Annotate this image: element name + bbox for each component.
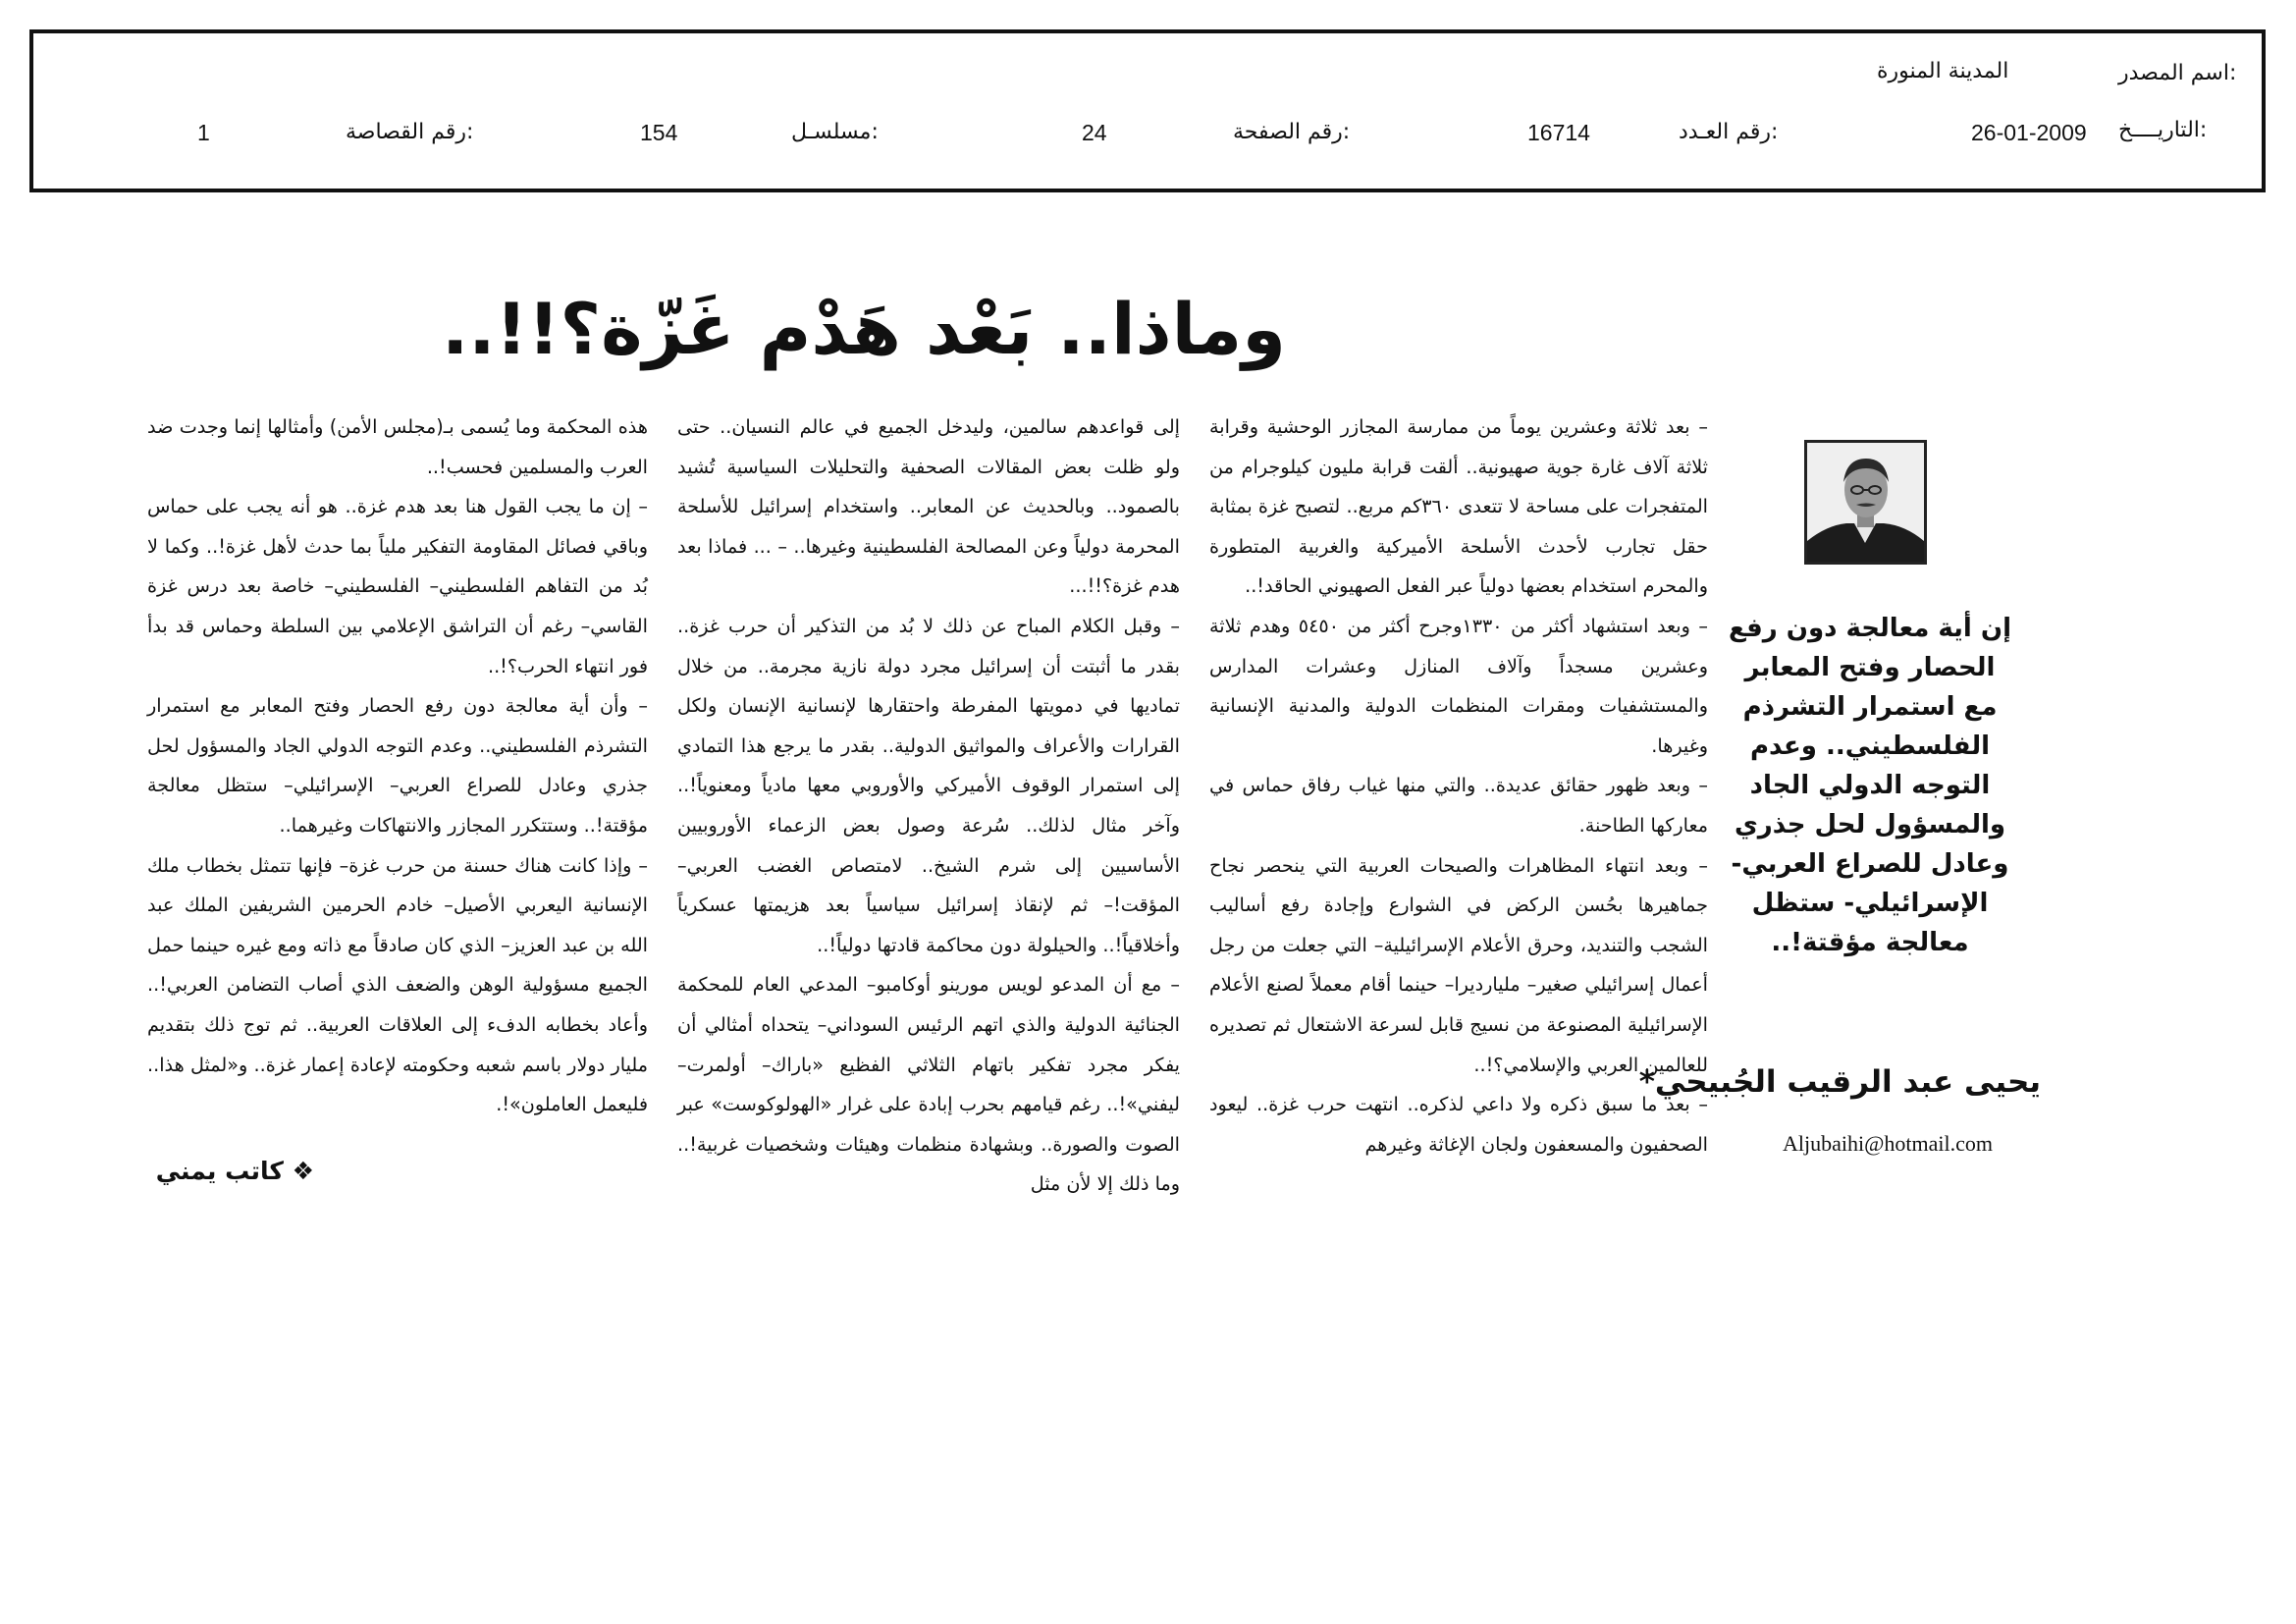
paragraph: إلى قواعدهم سالمين، وليدخل الجميع في عالم النسيان.. حتى ولو ظلت بعض المقالات الصحفية والتحليلات السياسية تُشيد بالصمود.. وبالحديث عن المعابر.. واستخدام إسرائيل للأسلحة المحرمة دولياً وعن المصالحة الفلسطينية وغيرها.. – ... فماذا بعد هدم غزة؟!!... xyxy=(677,415,1180,598)
issue-value: 16714 xyxy=(1527,120,1590,145)
author-photo xyxy=(1804,440,1927,565)
paragraph: – بعد ما سبق ذكره ولا داعي لذكره.. انتهت حرب غزة.. ليعود الصحفيون والمسعفون ولجان الإغاثة وغيرهم xyxy=(1209,1093,1708,1156)
paragraph: هذه المحكمة وما يُسمى بـ(مجلس الأمن) وأمثالها إنما وجدت ضد العرب والمسلمين فحسب!.. xyxy=(147,415,648,478)
paragraph: – وبعد استشهاد أكثر من ١٣٣٠وجرح أكثر من ٥٤٥٠ وهدم ثلاثة وعشرين مسجداً وآلاف المنازل وعشرات المدارس والمستشفيات ومقرات المنظمات الدولية والمدنية الإنسانية وغيرها. xyxy=(1209,614,1708,757)
serial-label: مسلسـل: xyxy=(791,120,879,144)
date-label: التاريــــخ: xyxy=(2118,118,2208,142)
portrait-image xyxy=(1807,443,1924,562)
paragraph: – وأن أية معالجة دون رفع الحصار وفتح المعابر مع استمرار التشرذم الفلسطيني.. وعدم التوجه الدولي الجاد والمسؤول لحل جذري وعادل للصراع العربي– الإسرائيلي– ستظل معالجة مؤقتة!.. وستتكرر المجازر والانتهاكات وغيرهما.. xyxy=(147,694,648,837)
paragraph: – بعد ثلاثة وعشرين يوماً من ممارسة المجازر الوحشية وقرابة ثلاثة آلاف غارة جوية صهيونية.. ألقت قرابة مليون كيلوجرام من المتفجرات على مساحة لا تتعدى ٣٦٠كم مربع.. لتصبح غزة بمثابة حقل تجارب لأحدث الأسلحة الأميركية والغربية المتطورة والمحرم استخدام بعضها دولياً عبر الفعل الصهيوني الحاقد!.. xyxy=(1209,415,1708,598)
writer-signature: ❖ كاتب يمني xyxy=(155,1157,314,1185)
article-column-right xyxy=(1209,407,1708,1164)
issue-label: رقم العـدد: xyxy=(1679,120,1779,144)
serial-value: 154 xyxy=(640,120,678,145)
source-value: المدينة المنورة xyxy=(1877,59,2009,83)
source-label: اسم المصدر: xyxy=(2118,61,2237,85)
page-label: رقم الصفحة: xyxy=(1233,120,1351,144)
clip-label: رقم القصاصة: xyxy=(346,120,474,144)
article-title: وماذا.. بَعْد هَدْم غَزّة؟!!.. xyxy=(441,288,1286,370)
document-header-box xyxy=(29,29,2266,192)
clip-value: 1 xyxy=(197,120,210,145)
author-email: Aljubaihi@hotmail.com xyxy=(1783,1131,1993,1156)
paragraph: – وقبل الكلام المباح عن ذلك لا بُد من التذكير أن حرب غزة.. بقدر ما أثبتت أن إسرائيل مجرد دولة نازية مجرمة.. من خلال تماديها في دمويتها المفرطة واحتقارها لإنسانية الإنسان ولكل القرارات والأعراف والمواثيق الدولية.. بقدر ما يرجع هذا التمادي إلى استمرار الوقوف الأميركي والأوروبي معها مادياً ومعنوياً!.. وآخر مثال لذلك.. سُرعة وصول بعض الزعماء الأوروبيين الأساسيين إلى شرم الشيخ.. لامتصاص الغضب العربي– المؤقت!– ثم لإنقاذ إسرائيل سياسياً بعد هزيمتها عسكرياً وأخلاقياً!.. والحيلولة دون محاكمة قادتها دولياً!.. xyxy=(677,614,1180,956)
page-value: 24 xyxy=(1082,120,1107,145)
paragraph: – وإذا كانت هناك حسنة من حرب غزة– فإنها تتمثل بخطاب ملك الإنسانية اليعربي الأصيل– خادم الحرمين الشريفين الملك عبد الله بن عبد العزيز– الذي كان صادقاً مع ذاته ومع غيره حينما حمل الجميع مسؤولية الوهن والضعف الذي أصاب التضامن العربي!.. وأعاد بخطابه الدفء إلى العلاقات العربية.. ثم توج ذلك بتقديم مليار دولار باسم شعبه وحكومته لإعادة إعمار غزة.. و«لمثل هذا.. فليعمل العاملون»!. xyxy=(147,853,648,1116)
paragraph: – وبعد انتهاء المظاهرات والصيحات العربية التي ينحصر نجاح جماهيرها بحُسن الركض في الشوارع وإجادة رفع أساليب الشجب والتنديد، وحرق الأعلام الإسرائيلية– التي جعلت من رجل أعمال إسرائيلي صغير– مليارديرا– حينما أقام معملاً لصنع الأعلام الإسرائيلية المصنوعة من نسيج قابل لسرعة الاشتعال ثم تصديره للعالمين العربي والإسلامي؟!.. xyxy=(1209,853,1708,1076)
paragraph: – وبعد ظهور حقائق عديدة.. والتي منها غياب رفاق حماس في معاركها الطاحنة. xyxy=(1209,774,1708,837)
author-name: يحيى عبد الرقيب الجُبيحي* xyxy=(1638,1064,2041,1100)
article-column-left xyxy=(147,407,648,1125)
article-column-middle xyxy=(677,407,1180,1205)
paragraph: – إن ما يجب القول هنا بعد هدم غزة.. هو أنه يجب على حماس وباقي فصائل المقاومة التفكير ملياً بما حدث لأهل غزة!.. وكما لا بُد من التفاهم الفلسطيني– الفلسطيني– خاصة بعد درس غزة القاسي– رغم أن التراشق الإعلامي بين السلطة وحماس قد بدأ فور انتهاء الحرب؟!.. xyxy=(147,495,648,677)
pull-quote: إن أية معالجة دون رفع الحصار وفتح المعابر مع استمرار التشرذم الفلسطيني.. وعدم التوجه الدولي الجاد والمسؤول لحل جذري وعادل للصراع العربي- الإسرائيلي- ستظل معالجة مؤقتة!.. xyxy=(1728,614,2011,957)
paragraph: – مع أن المدعو لويس مورينو أوكامبو– المدعي العام للمحكمة الجنائية الدولية والذي اتهم الرئيس السوداني– يتحداه أمثالي أن يفكر مجرد تفكير باتهام الثلاثي الفظيع «باراك– أولمرت– ليفني»!.. رغم قيامهم بحرب إبادة على غرار «الهولوكوست» عبر الصوت والصورة.. وبشهادة منظمات وهيئات وشخصيات غربية!.. وما ذلك إلا لأن مثل xyxy=(677,973,1180,1196)
date-value: 26-01-2009 xyxy=(1971,120,2087,145)
